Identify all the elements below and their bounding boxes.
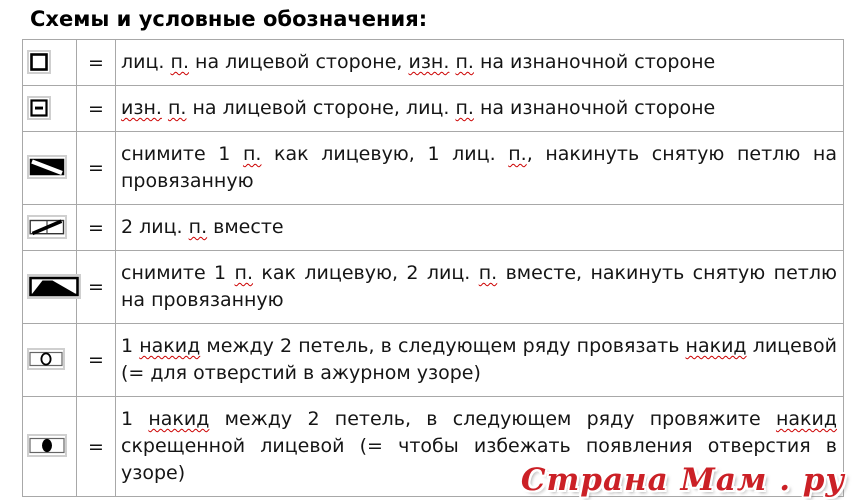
- symbol-cell: [23, 86, 77, 132]
- knit-stitch-empty-square-icon: [27, 50, 51, 74]
- description-text: между 2 петель, в следующем ряду провязать: [200, 335, 686, 357]
- legend-row: [23, 324, 844, 397]
- equals-sign: =: [88, 97, 104, 120]
- yarn-over-filled-oval-icon: [27, 434, 67, 457]
- double-decrease-icon: [27, 274, 81, 299]
- equals-cell: [77, 251, 116, 324]
- symbol-cell: [23, 251, 77, 324]
- description-text: на лицевой стороне,: [188, 51, 409, 73]
- symbol-description: [121, 335, 837, 384]
- legend-row: [23, 40, 844, 86]
- misspelled-word: п.: [478, 262, 498, 284]
- description-text: вместе, накинуть снятую петлю на провязанную: [121, 262, 837, 311]
- page-title: Схемы и условные обозначения:: [30, 7, 428, 31]
- equals-sign: =: [88, 435, 104, 458]
- equals-cell: [77, 205, 116, 251]
- knit-two-together-icon: [27, 215, 67, 239]
- description-text: 1: [121, 408, 149, 430]
- description-text: скрещенной лицевой (= чтобы избежать появления отверстия в узоре): [121, 435, 837, 484]
- description-text: вместе: [207, 216, 284, 238]
- symbol-description: [121, 143, 837, 192]
- equals-sign: =: [88, 51, 104, 74]
- symbol-description: [121, 97, 715, 119]
- equals-cell: [77, 132, 116, 205]
- misspelled-word: п.: [234, 262, 254, 284]
- misspelled-word: накид: [775, 408, 837, 430]
- description-cell: [116, 86, 844, 132]
- symbol-cell: [23, 397, 77, 497]
- description-text: лицевой (= для отверстий в ажурном узоре): [121, 335, 837, 384]
- description-text: как лицевую, 2 лиц.: [253, 262, 479, 284]
- misspelled-word: п.: [508, 143, 527, 165]
- misspelled-word: п.: [188, 216, 208, 238]
- misspelled-word: накид: [685, 335, 747, 357]
- misspelled-word: изн.: [408, 51, 450, 73]
- purl-stitch-dash-square-icon: [27, 96, 51, 120]
- equals-cell: [77, 324, 116, 397]
- equals-sign: =: [88, 157, 104, 179]
- legend-table: [22, 39, 844, 497]
- misspelled-word: п.: [242, 143, 262, 165]
- equals-sign: =: [88, 276, 104, 298]
- symbol-cell: [23, 324, 77, 397]
- legend-row: [23, 132, 844, 205]
- symbol-cell: [23, 205, 77, 251]
- description-text: как лицевую, 1 лиц.: [261, 143, 509, 165]
- symbol-description: [121, 262, 837, 311]
- description-cell: [116, 132, 844, 205]
- symbol-description: [121, 51, 715, 73]
- legend-row: [23, 251, 844, 324]
- misspelled-word: изн.: [121, 97, 162, 119]
- equals-cell: [77, 40, 116, 86]
- description-cell: [116, 324, 844, 397]
- equals-cell: [77, 86, 116, 132]
- description-text: , накинуть снятую петлю на провязанную: [121, 143, 837, 192]
- description-text: на изнаночной стороне: [473, 51, 716, 73]
- misspelled-word: п.: [455, 51, 474, 73]
- legend-table-body: [23, 40, 844, 497]
- description-text: снимите 1: [121, 262, 235, 284]
- equals-sign: =: [88, 349, 104, 371]
- description-cell: [116, 40, 844, 86]
- equals-cell: [77, 397, 116, 497]
- legend-row: [23, 86, 844, 132]
- legend-row: [23, 205, 844, 251]
- description-text: лиц.: [121, 51, 171, 73]
- description-cell: [116, 251, 844, 324]
- description-cell: [116, 205, 844, 251]
- symbol-cell: [23, 40, 77, 86]
- description-text: на изнаночной стороне: [473, 97, 716, 119]
- slip-knit-pass-over-icon: [27, 155, 67, 179]
- misspelled-word: накид: [139, 335, 201, 357]
- symbol-cell: [23, 132, 77, 205]
- description-text: снимите 1: [121, 143, 243, 165]
- misspelled-word: п.: [167, 97, 187, 119]
- watermark-logo: Страна Мам . ру: [520, 462, 845, 498]
- description-text: между 2 петель, в следующем ряду провяжите: [209, 408, 776, 430]
- description-text: 1: [121, 335, 140, 357]
- description-text: 2 лиц.: [121, 216, 189, 238]
- equals-sign: =: [88, 216, 104, 239]
- symbol-description: [121, 216, 284, 238]
- description-text: на лицевой стороне, лиц.: [186, 97, 456, 119]
- misspelled-word: п.: [170, 51, 189, 73]
- yarn-over-open-circle-icon: [27, 348, 65, 370]
- misspelled-word: п.: [455, 97, 474, 119]
- misspelled-word: накид: [148, 408, 210, 430]
